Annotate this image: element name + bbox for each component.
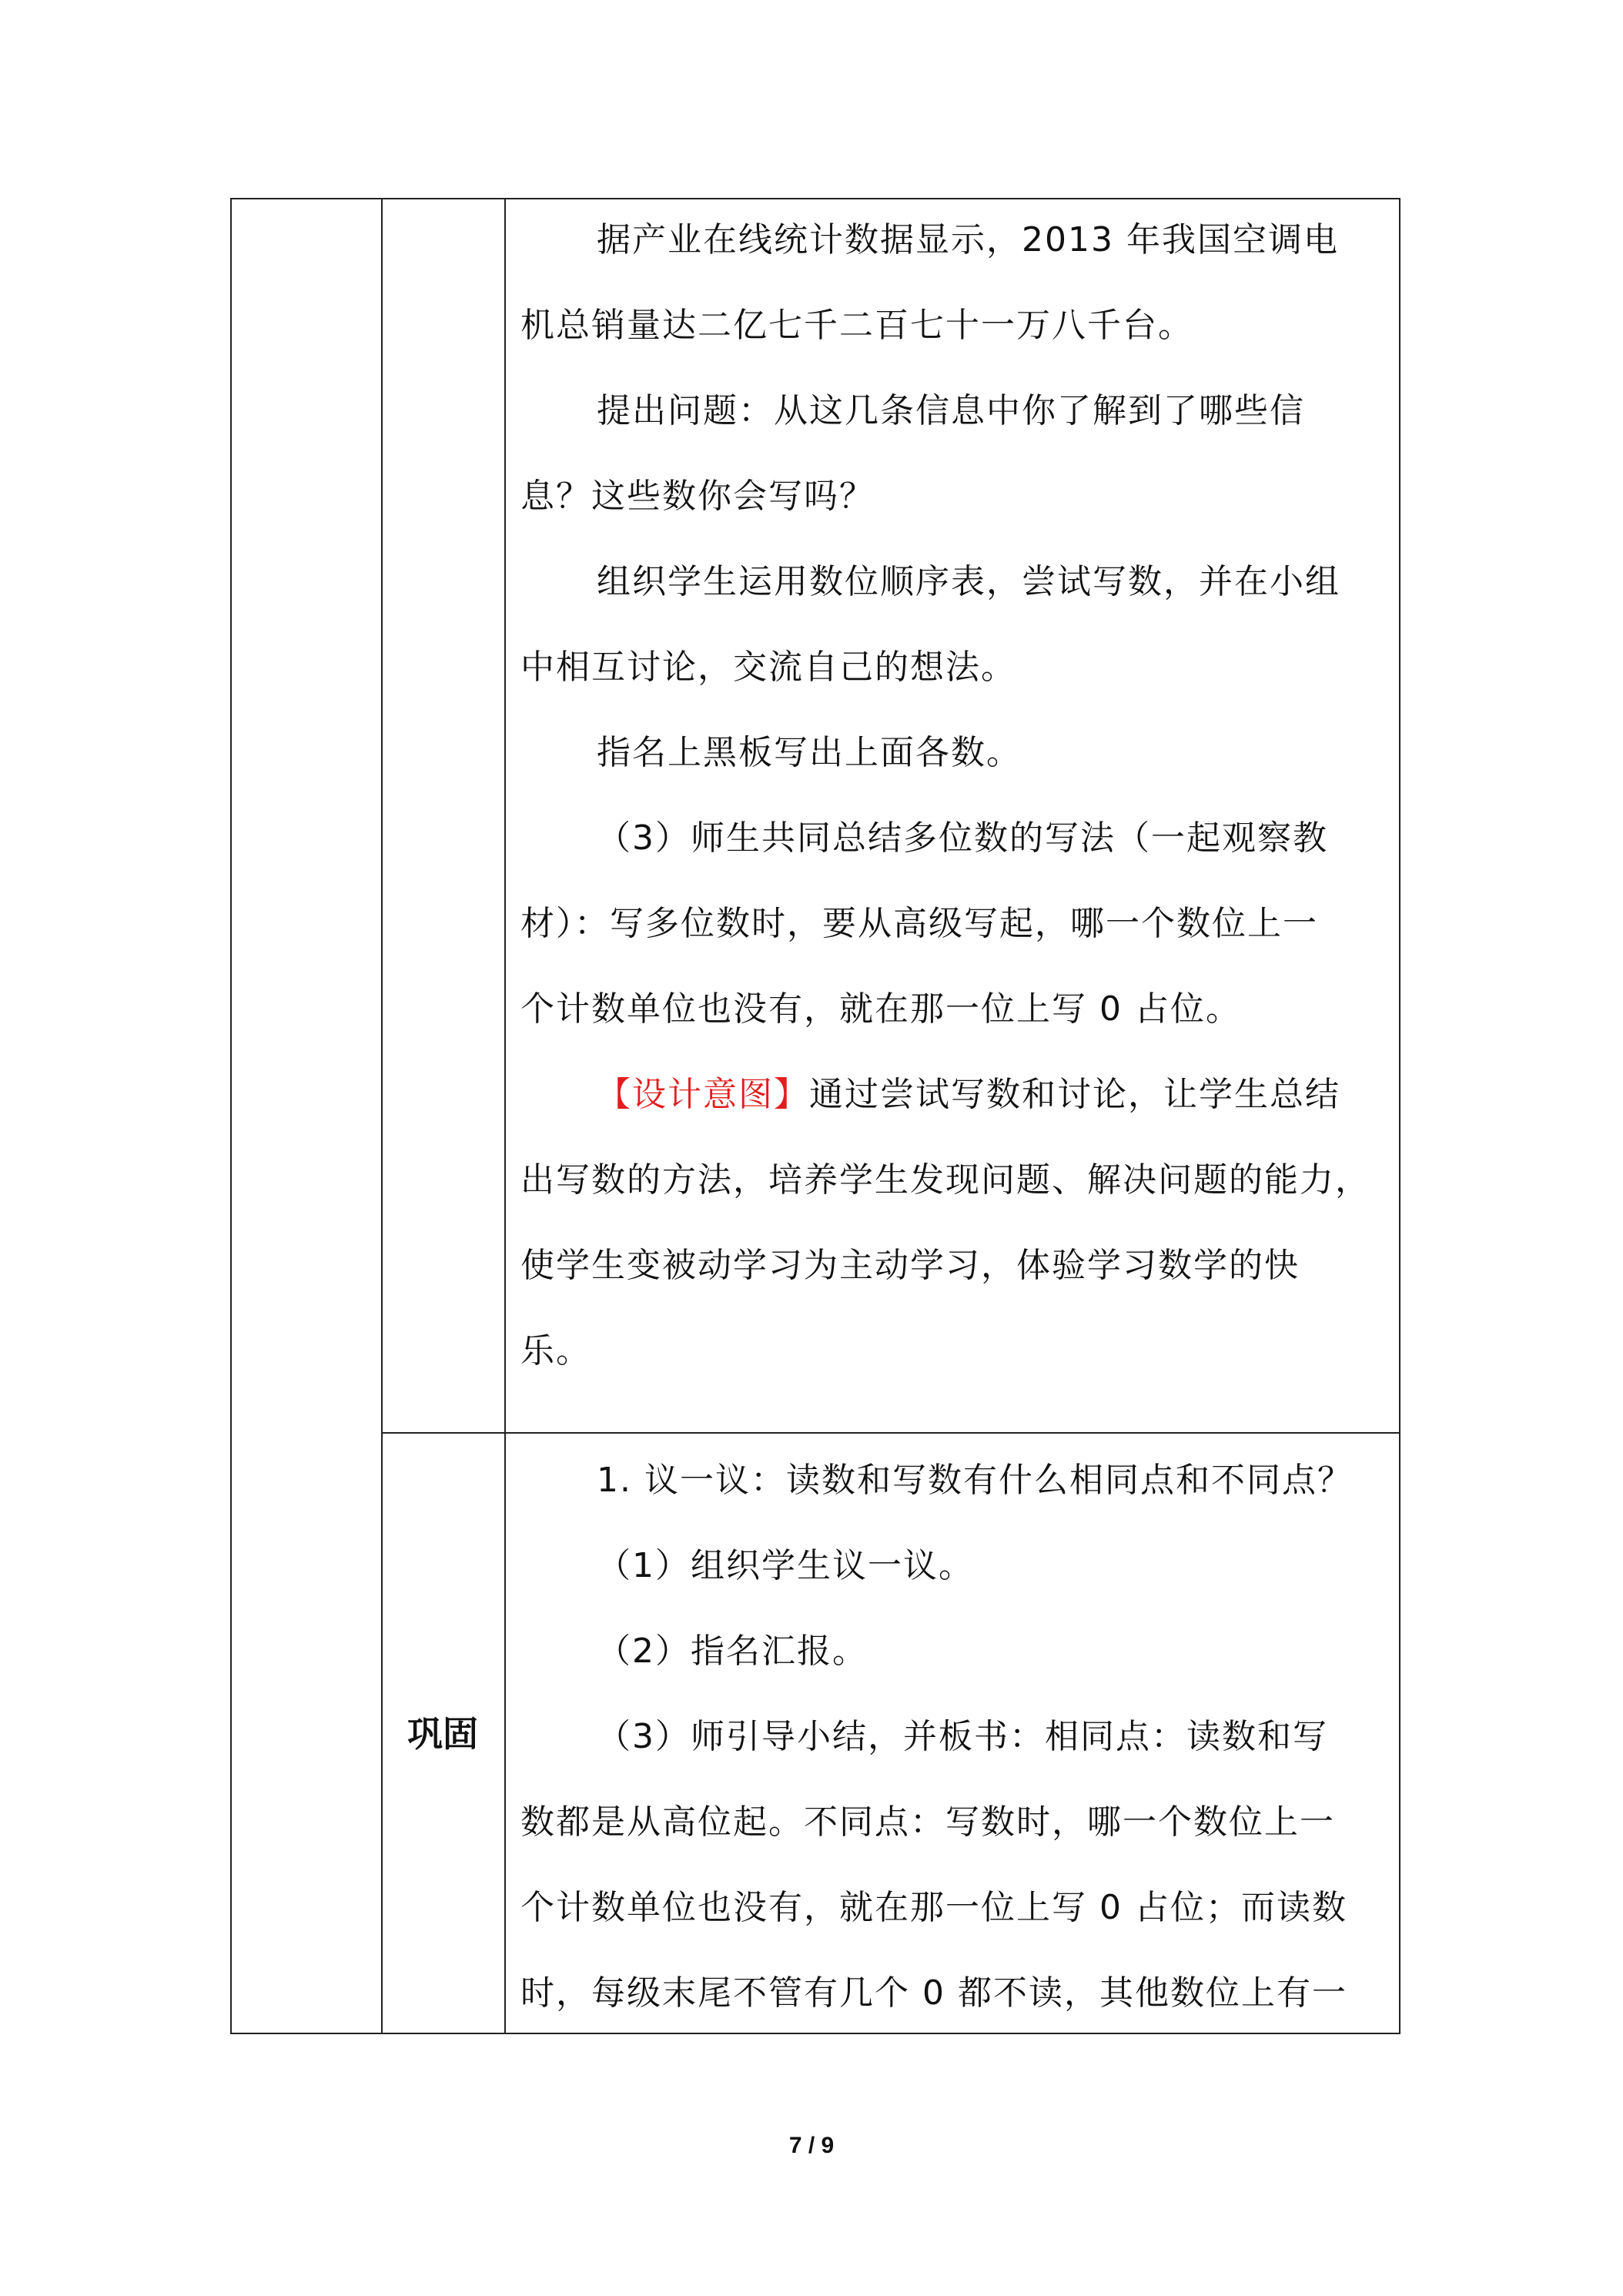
table-border-left (230, 198, 232, 2034)
paragraph-line: 材）：写多位数时，要从高级写起，哪一个数位上一 (520, 904, 1318, 943)
paragraph-line: （3）师生共同总结多位数的写法（一起观察教 (597, 818, 1328, 858)
design-intent-line (597, 1072, 1340, 1118)
table-border-bottom (230, 2033, 1400, 2034)
paragraph-line: 数都是从高位起。不同点：写数时，哪一个数位上一 (520, 1802, 1335, 1842)
table-column-divider-2 (504, 198, 506, 2034)
paragraph-line: 时，每级末尾不管有几个 0 都不读，其他数位上有一 (520, 1973, 1347, 2013)
paragraph-line: 提出问题：从这几条信息中你了解到了哪些信 (597, 391, 1305, 430)
paragraph-line: （1）组织学生议一议。 (597, 1546, 974, 1585)
paragraph-line: 出写数的方法，培养学生发现问题、解决问题的能力， (520, 1160, 1370, 1200)
paragraph-line: 指名上黑板写出上面各数。 (597, 733, 1022, 772)
paragraph-line: （2）指名汇报。 (597, 1632, 868, 1671)
paragraph-line: 乐。 (520, 1331, 591, 1371)
paragraph-line: （3）师引导小结，并板书：相同点：读数和写 (597, 1717, 1328, 1756)
paragraph-line: 个计数单位也没有，就在那一位上写 0 占位。 (520, 989, 1241, 1029)
paragraph-line: 据产业在线统计数据显示，2013 年我国空调电 (597, 220, 1339, 259)
paragraph-line: 中相互讨论，交流自己的想法。 (520, 648, 1016, 687)
table-border-right (1399, 198, 1400, 2034)
table-column-divider-1 (381, 198, 383, 2034)
section-label: 巩固 (407, 1713, 478, 1755)
table-border-top (230, 198, 1400, 199)
paragraph-line: 个计数单位也没有，就在那一位上写 0 占位；而读数 (520, 1888, 1347, 1927)
paragraph-line: 机总销量达二亿七千二百七十一万八千台。 (520, 306, 1193, 345)
paragraph-line: 使学生变被动学习为主动学习，体验学习数学的快 (520, 1246, 1300, 1285)
paragraph-line: 1. 议一议：读数和写数有什么相同点和不同点？ (597, 1461, 1353, 1500)
table-row-divider (381, 1432, 1400, 1434)
paragraph-line: 组织学生运用数位顺序表，尝试写数，并在小组 (597, 562, 1340, 601)
page-number: 7 / 9 (788, 2133, 835, 2158)
paragraph-line: 息？这些数你会写吗？ (520, 477, 875, 516)
design-intent-label: 【设计意图】 (597, 1075, 809, 1114)
design-intent-text: 通过尝试写数和讨论，让学生总结 (809, 1075, 1340, 1114)
